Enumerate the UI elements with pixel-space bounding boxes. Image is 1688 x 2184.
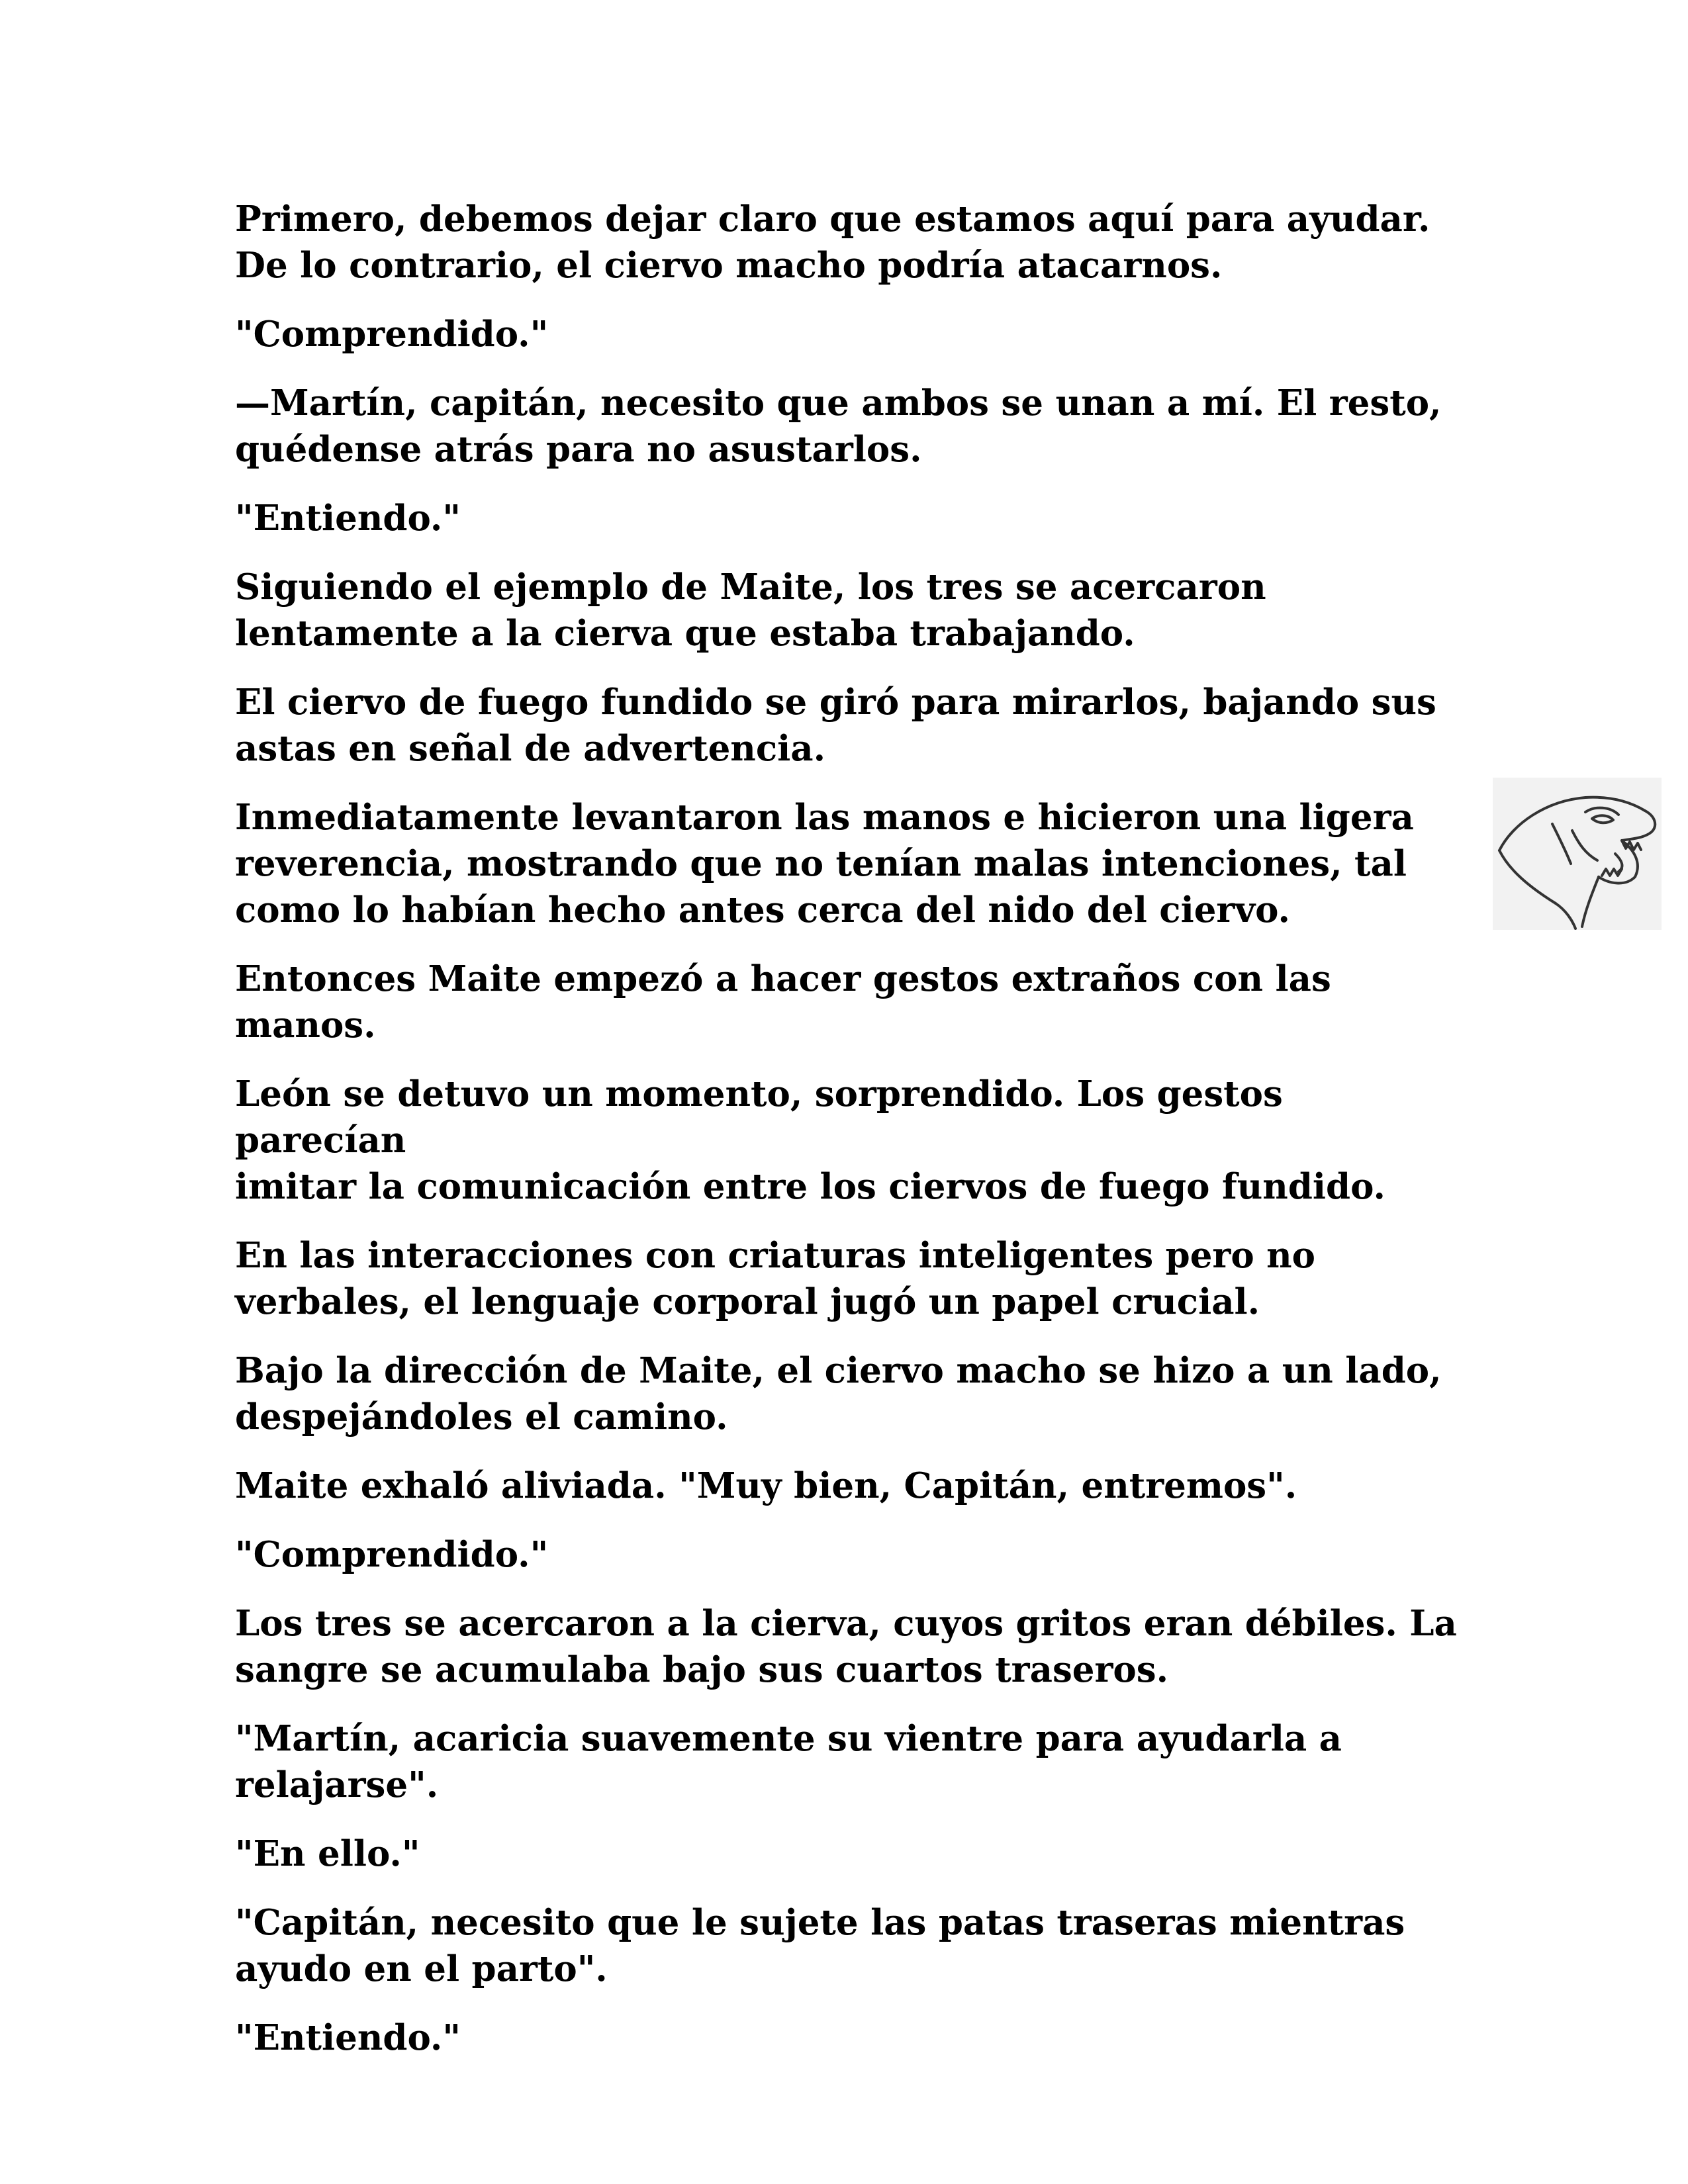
paragraph: "Capitán, necesito que le sujete las patas traseras mientras ayudo en el parto". bbox=[235, 1902, 1405, 1989]
paragraph: —Martín, capitán, necesito que ambos se unan a mí. El resto, quédense atrás para no asustarlos. bbox=[235, 383, 1442, 470]
paragraph: Maite exhaló aliviada. "Muy bien, Capitán, entremos". bbox=[235, 1465, 1297, 1506]
paragraph: "Entiendo." bbox=[235, 498, 461, 539]
paragraph: "Entiendo." bbox=[235, 2017, 461, 2058]
paragraph: Primero, debemos dejar claro que estamos aquí para ayudar. De lo contrario, el ciervo macho podría atacarnos. bbox=[235, 199, 1430, 286]
paragraph: León se detuvo un momento, sorprendido. Los gestos parecían imitar la comunicación entre los ciervos de fuego fundido. bbox=[235, 1073, 1385, 1207]
paragraph: Los tres se acercaron a la cierva, cuyos gritos eran débiles. La sangre se acumulaba bajo sus cuartos traseros. bbox=[235, 1603, 1457, 1690]
chapter-text bbox=[235, 196, 1460, 2083]
paragraph: El ciervo de fuego fundido se giró para mirarlos, bajando sus astas en señal de advertencia. bbox=[235, 682, 1436, 769]
paragraph: "En ello." bbox=[235, 1833, 420, 1874]
dinosaur-head-icon bbox=[1493, 778, 1662, 930]
paragraph: "Comprendido." bbox=[235, 314, 549, 355]
paragraph: Bajo la dirección de Maite, el ciervo macho se hizo a un lado, despejándoles el camino. bbox=[235, 1350, 1442, 1437]
paragraph: Siguiendo el ejemplo de Maite, los tres se acercaron lentamente a la cierva que estaba trabajando. bbox=[235, 567, 1266, 654]
paragraph: "Martín, acaricia suavemente su vientre para ayudarla a relajarse". bbox=[235, 1718, 1342, 1805]
paragraph: Entonces Maite empezó a hacer gestos extraños con las manos. bbox=[235, 958, 1331, 1046]
paragraph: En las interacciones con criaturas inteligentes pero no verbales, el lenguaje corporal jugó un papel crucial. bbox=[235, 1235, 1316, 1322]
paragraph: Inmediatamente levantaron las manos e hicieron una ligera reverencia, mostrando que no tenían malas intenciones, tal como lo habían hecho antes cerca del nido del ciervo. bbox=[235, 797, 1414, 931]
paragraph: "Comprendido." bbox=[235, 1534, 549, 1575]
